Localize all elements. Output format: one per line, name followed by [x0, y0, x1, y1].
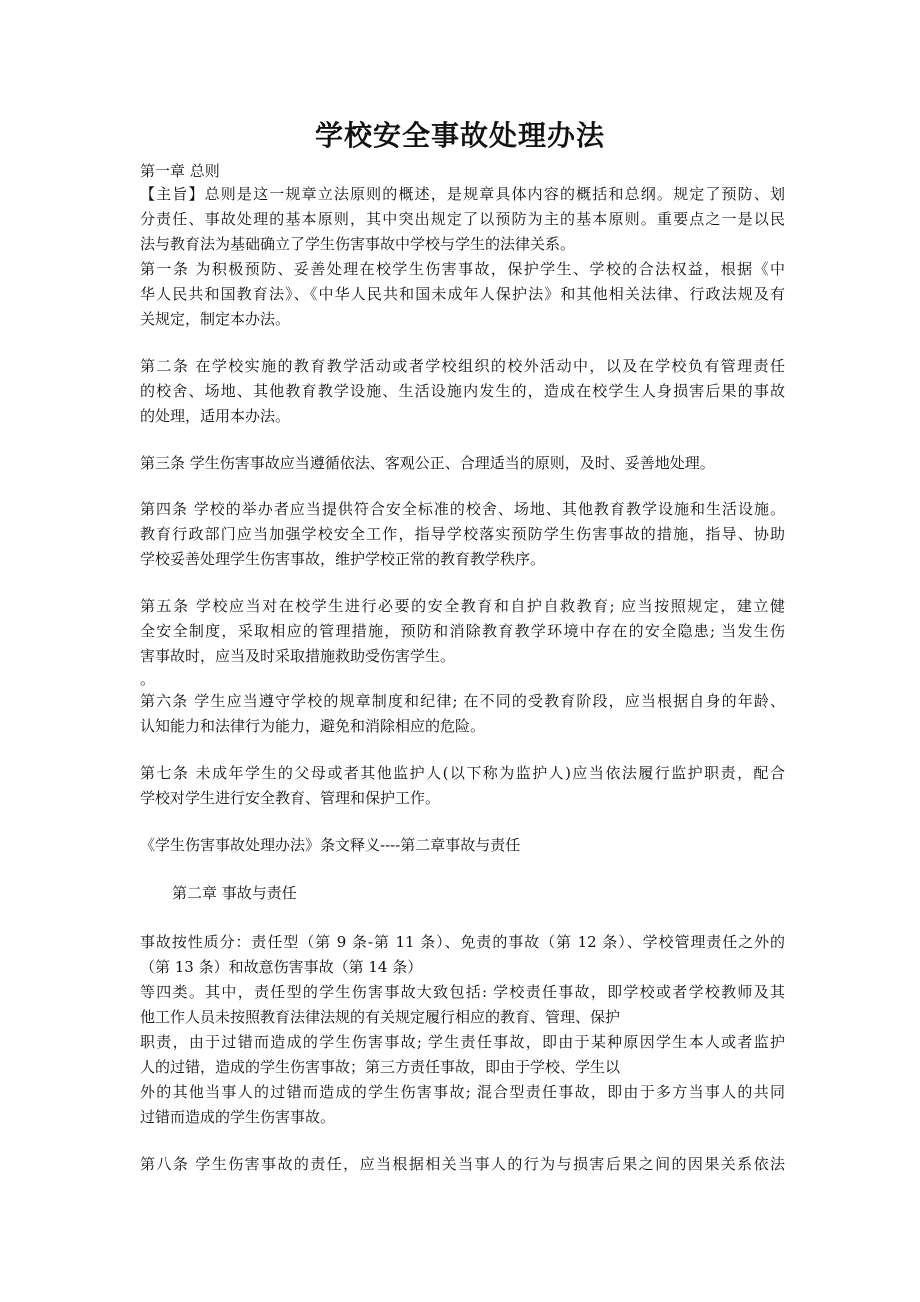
text-line: 学校对学生进行安全教育、管理和保护工作。	[140, 789, 441, 807]
text-line: 华人民共和国教育法》、《中华人民共和国未成年人保护法》和其他相关法律、行政法规及有	[140, 285, 785, 303]
text-line: 第一条 为积极预防、妥善处理在校学生伤害事故，保护学生、学校的合法权益，根据《中	[140, 260, 785, 278]
text-line: 关规定，制定本办法。	[140, 310, 291, 328]
text-line: 人的过错，造成的学生伤害事故；第三方责任事故，即由于学校、学生以	[140, 1058, 621, 1076]
text-line: 分责任、事故处理的基本原则，其中突出规定了以预防为主的基本原则。重要点之一是以民	[140, 210, 785, 228]
text-line: 害事故时，应当及时采取措施救助受伤害学生。	[140, 647, 456, 665]
text-line: 第七条 未成年学生的父母或者其他监护人(以下称为监护人)应当依法履行监护职责，配合	[140, 764, 785, 782]
text-line: 第六条 学生应当遵守学校的规章制度和纪律; 在不同的受教育阶段，应当根据自身的年龄、	[140, 692, 785, 710]
text-line: 教育行政部门应当加强学校安全工作，指导学校落实预防学生伤害事故的措施，指导、协助	[140, 525, 785, 543]
text-line: 事故按性质分：责任型（第 9 条-第 11 条）、免责的事故（第 12 条）、学校管理责任之外的	[140, 933, 785, 951]
text-line: 学校妥善处理学生伤害事故，维护学校正常的教育教学秩序。	[140, 550, 546, 568]
text-line: 第三条 学生伤害事故应当遵循依法、客观公正、合理适当的原则，及时、妥善地处理。	[140, 454, 715, 472]
text-line: 全安全制度，采取相应的管理措施，预防和消除教育教学环境中存在的安全隐患; 当发生伤	[140, 622, 785, 640]
page-title: 学校安全事故处理办法	[314, 119, 605, 152]
text-line: 第八条 学生伤害事故的责任，应当根据相关当事人的行为与损害后果之间的因果关系依法	[140, 1155, 785, 1173]
chapter-heading: 第一章 总则	[140, 162, 220, 180]
text-line: 【主旨】总则是这一规章立法原则的概述，是规章具体内容的概括和总纲。规定了预防、划	[140, 185, 785, 203]
text-line: 的处理，适用本办法。	[140, 407, 291, 425]
text-line: 第二条 在学校实施的教育教学活动或者学校组织的校外活动中，以及在学校负有管理责任	[140, 357, 785, 375]
text-line: 认知能力和法律行为能力，避免和消除相应的危险。	[140, 717, 486, 735]
text-line: 法与教育法为基础确立了学生伤害事故中学校与学生的法律关系。	[140, 235, 576, 253]
text-line: 等四类。其中，责任型的学生伤害事故大致包括: 学校责任事故，即学校或者学校教师及其	[140, 983, 785, 1001]
text-line: 第五条 学校应当对在校学生进行必要的安全教育和自护自救教育; 应当按照规定，建立健	[140, 597, 785, 615]
text-line: 过错而造成的学生伤害事故。	[140, 1108, 336, 1126]
chapter-heading: 第二章 事故与责任	[172, 884, 297, 902]
text-line: （第 13 条）和故意伤害事故（第 14 条）	[140, 958, 423, 976]
text-line: 。	[140, 670, 156, 688]
text-line: 职责，由于过错而造成的学生伤害事故; 学生责任事故，即由于某种原因学生本人或者监护	[140, 1033, 785, 1051]
text-line: 他工作人员未按照教育法律法规的有关规定履行相应的教育、管理、保护	[140, 1008, 621, 1026]
text-line: 外的其他当事人的过错而造成的学生伤害事故; 混合型责任事故，即由于多方当事人的共同	[140, 1083, 785, 1101]
text-line: 第四条 学校的举办者应当提供符合安全标准的校舍、场地、其他教育教学设施和生活设施。	[140, 500, 785, 518]
section-reference: 《学生伤害事故处理办法》条文释义----第二章事故与责任	[140, 836, 521, 854]
text-line: 的校舍、场地、其他教育教学设施、生活设施内发生的，造成在校学生人身损害后果的事故	[140, 382, 785, 400]
